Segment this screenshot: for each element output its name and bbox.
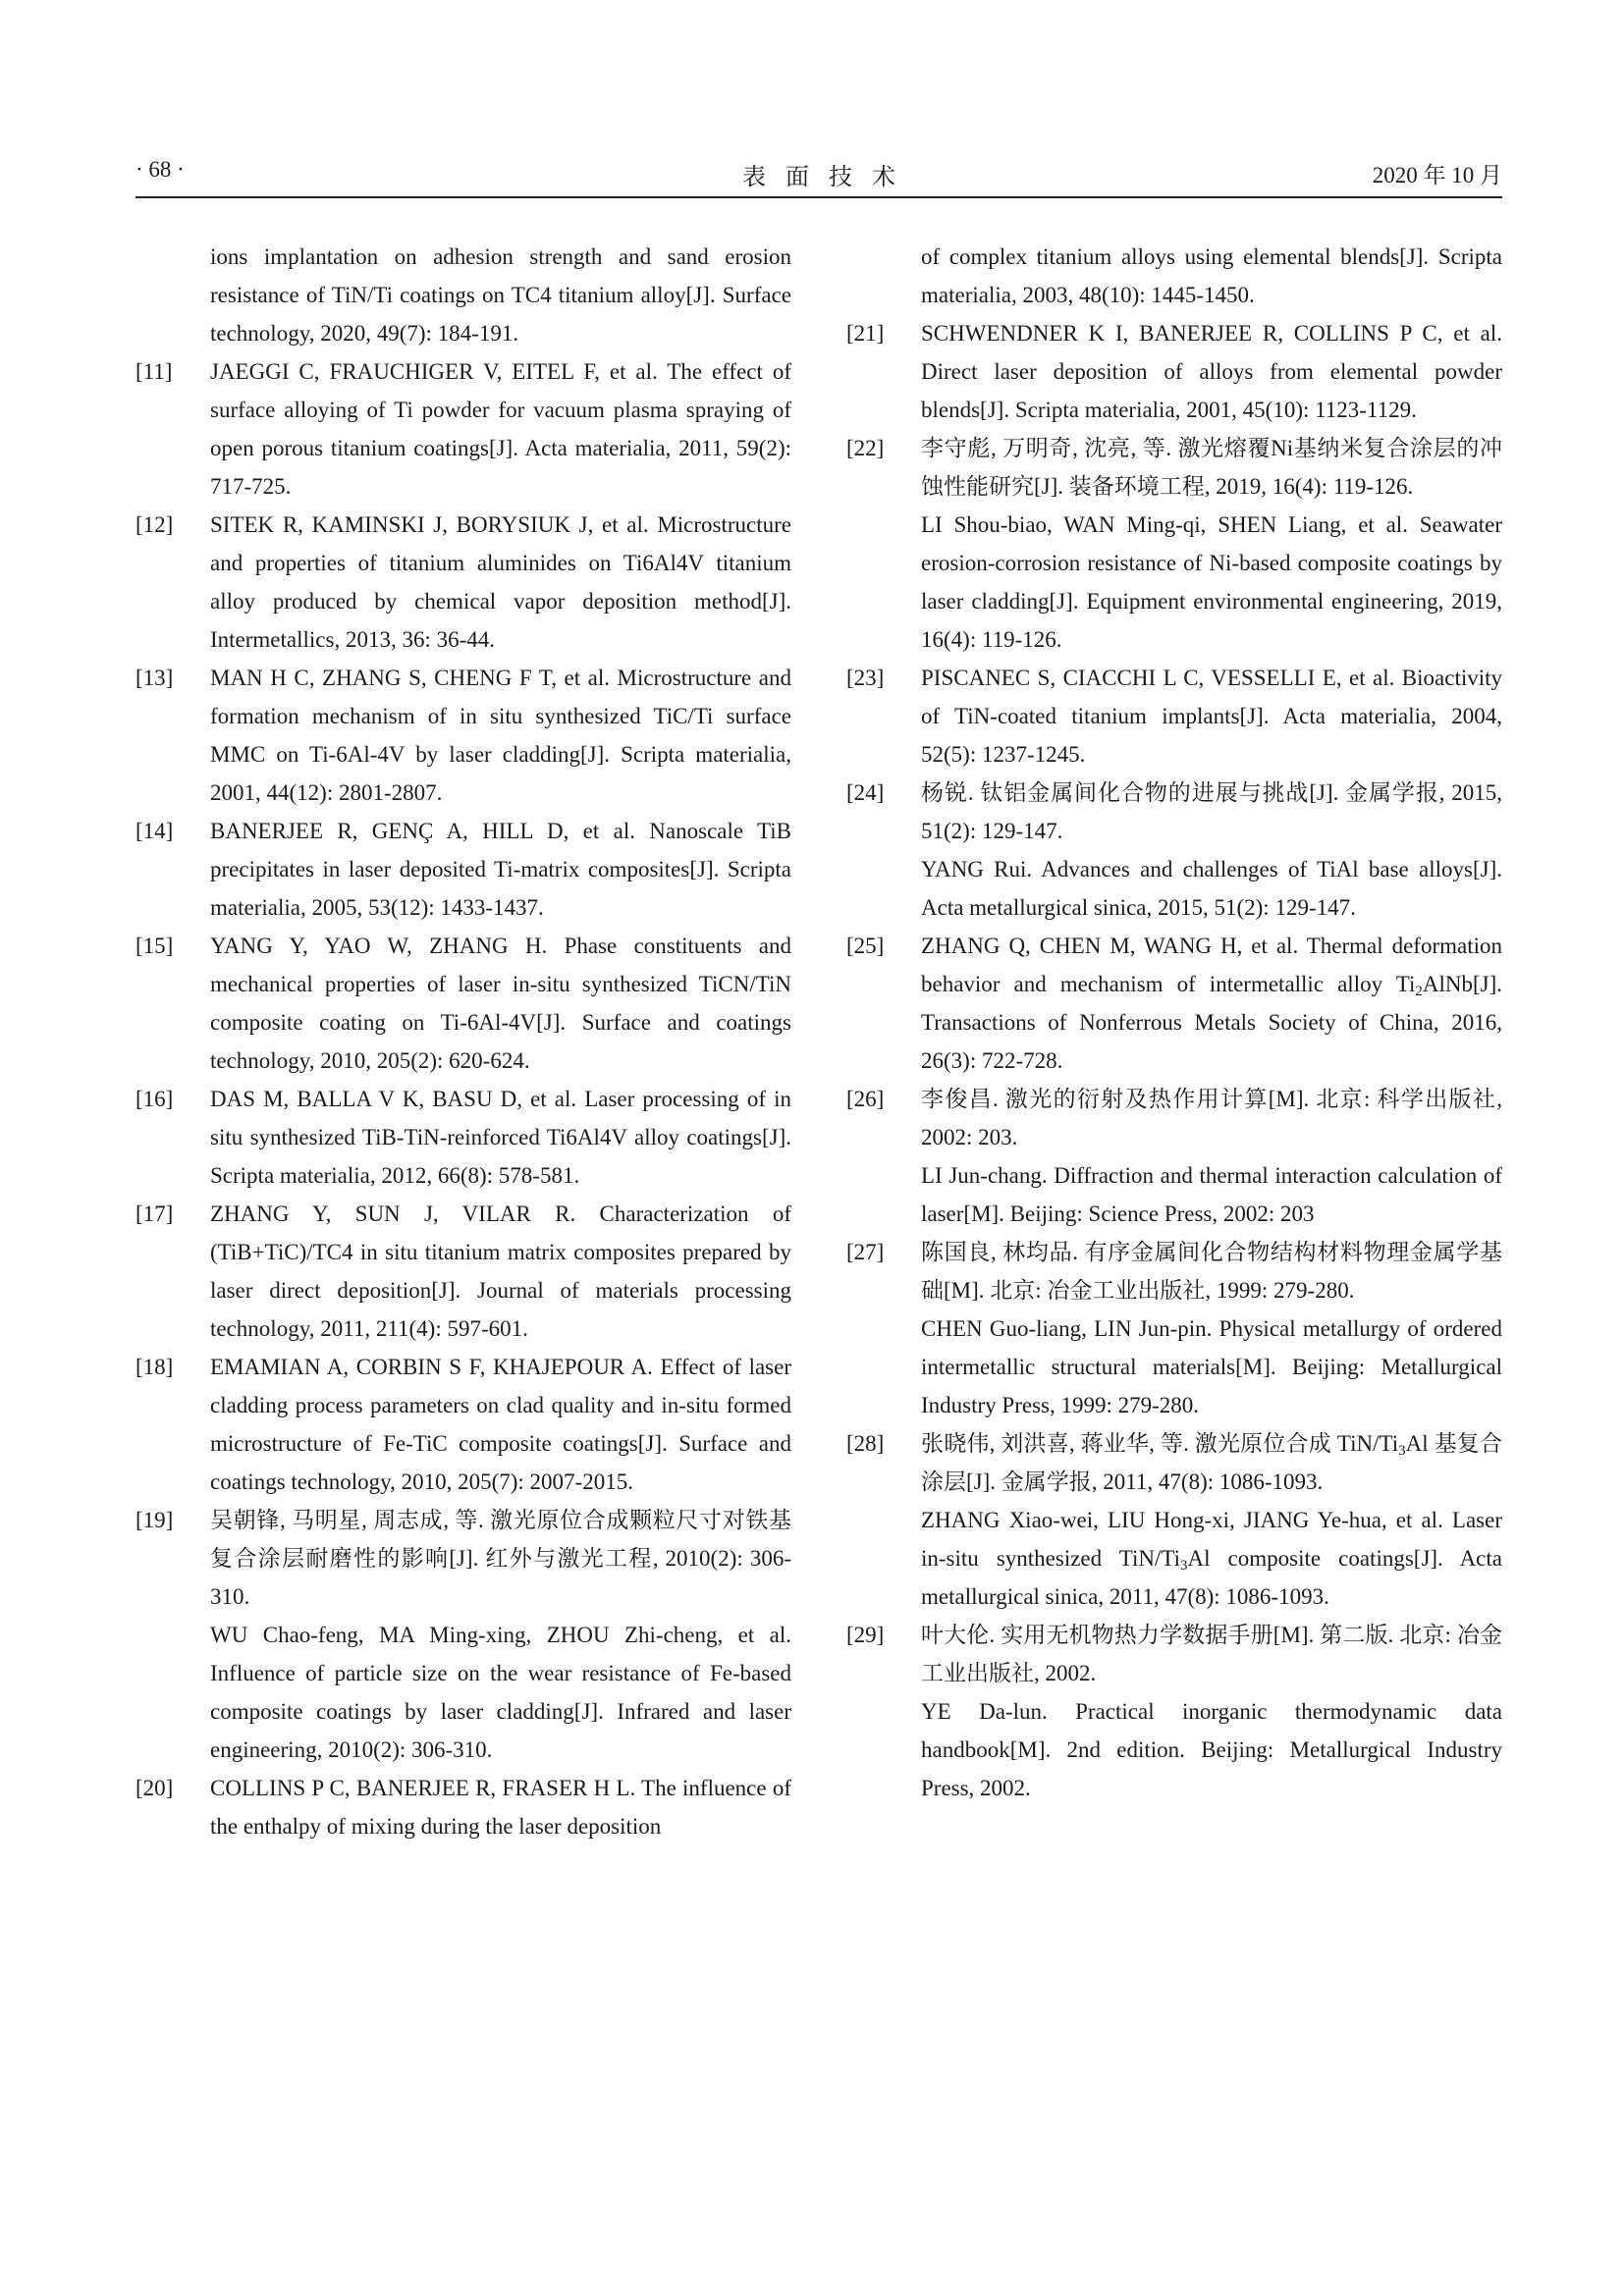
reference-text: BANERJEE R, GENÇ A, HILL D, et al. Nanoscale TiB precipitates in laser deposited Ti-matrix composites[J]. Scripta materialia, 2005, 53(12): 1433-1437. [210,819,791,920]
reference-number: [25] [846,934,885,958]
left-column [135,238,791,1845]
reference-text: 杨锐. 钛铝金属间化合物的进展与挑战[J]. 金属学报, 2015, 51(2): 129-147. [921,780,1502,843]
reference-translation: ZHANG Xiao-wei, LIU Hong-xi, JIANG Ye-hua, et al. Laser in-situ synthesized TiN/$Ti_3Al$ composite coatings[J]. Acta metallurgical sinica, 2011, 47(8): 1086-1093. [921,1508,1502,1609]
issue-date: 2020 年 10 月 [1372,163,1502,187]
reference-item [846,1233,1502,1424]
reference-number: [11] [135,359,173,384]
reference-continuation: of complex titanium alloys using elemental blends[J]. Scripta materialia, 2003, 48(10): 1445-1450. [921,244,1502,307]
reference-item [135,812,791,927]
reference-item [135,1501,791,1769]
reference-text: ZHANG Y, SUN J, VILAR R. Characterization of (TiB+TiC)/TC4 in situ titanium matrix composites prepared by laser direct deposition[J]. Journal of materials processing technology, 2011, 211(4): 597-601. [210,1201,791,1341]
reference-number: [21] [846,321,885,346]
reference-text: SCHWENDNER K I, BANERJEE R, COLLINS P C, et al. Direct laser deposition of alloys from elemental powder blends[J]. Scripta materialia, 2001, 45(10): 1123-1129. [921,321,1502,422]
page-number: · 68 · [135,157,185,182]
reference-item [846,1080,1502,1233]
reference-item [846,429,1502,659]
reference-number: [16] [135,1087,174,1111]
reference-number: [19] [135,1508,174,1532]
reference-item [135,1080,791,1195]
reference-item [135,352,791,506]
reference-number: [20] [135,1776,174,1800]
reference-item [846,927,1502,1080]
reference-item [846,659,1502,774]
reference-text: 李俊昌. 激光的衍射及热作用计算[M]. 北京: 科学出版社, 2002: 203. [921,1087,1502,1149]
reference-text: DAS M, BALLA V K, BASU D, et al. Laser processing of in situ synthesized TiB-TiN-reinforced Ti6Al4V alloy coatings[J]. Scripta materialia, 2012, 66(8): 578-581. [210,1087,791,1188]
reference-text: YANG Y, YAO W, ZHANG H. Phase constituents and mechanical properties of laser in-situ synthesized TiCN/TiN composite coating on Ti-6Al-4V[J]. Surface and coatings technology, 2010, 205(2): 620-624. [210,934,791,1073]
reference-item [846,1616,1502,1807]
reference-number: [18] [135,1355,174,1379]
reference-number: [22] [846,436,885,460]
reference-text: 吴朝锋, 马明星, 周志成, 等. 激光原位合成颗粒尺寸对铁基复合涂层耐磨性的影响[J]. 红外与激光工程, 2010(2): 306-310. [210,1508,791,1609]
reference-number: [26] [846,1087,885,1111]
reference-text: ZHANG Q, CHEN M, WANG H, et al. Thermal deformation behavior and mechanism of intermetallic alloy $Ti_2AlNb[J]$. Transactions of Nonferrous Metals Society of China, 2016, 26(3): 722-728. [921,934,1502,1073]
reference-translation: LI Shou-biao, WAN Ming-qi, SHEN Liang, et al. Seawater erosion-corrosion resistance of Ni-based composite coatings by laser cladding[J]. Equipment environmental engineering, 2019, 16(4): 119-126. [921,512,1502,652]
reference-text: SITEK R, KAMINSKI J, BORYSIUK J, et al. Microstructure and properties of titanium aluminides on Ti6Al4V titanium alloy produced by chemical vapor deposition method[J]. Intermetallics, 2013, 36: 36-44. [210,512,791,652]
reference-item [846,1424,1502,1616]
right-column [846,238,1502,1807]
reference-translation: WU Chao-feng, MA Ming-xing, ZHOU Zhi-cheng, et al. Influence of particle size on the wear resistance of Fe-based composite coatings by laser cladding[J]. Infrared and laser engineering, 2010(2): 306-310. [210,1623,791,1762]
reference-item [135,1769,791,1845]
reference-text: JAEGGI C, FRAUCHIGER V, EITEL F, et al. The effect of surface alloying of Ti powder for vacuum plasma spraying of open porous titanium coatings[J]. Acta materialia, 2011, 59(2): 717-725. [210,359,791,499]
reference-text: PISCANEC S, CIACCHI L C, VESSELLI E, et al. Bioactivity of TiN-coated titanium implants[J]. Acta materialia, 2004, 52(5): 1237-1245. [921,666,1502,767]
reference-translation: YE Da-lun. Practical inorganic thermodynamic data handbook[M]. 2nd edition. Beijing: Metallurgical Industry Press, 2002. [921,1699,1502,1800]
reference-item [135,1195,791,1348]
reference-number: [15] [135,934,174,958]
reference-number: [28] [846,1431,885,1456]
reference-number: [14] [135,819,174,843]
reference-number: [17] [135,1201,174,1226]
reference-text: EMAMIAN A, CORBIN S F, KHAJEPOUR A. Effect of laser cladding process parameters on clad quality and in-situ formed microstructure of Fe-TiC composite coatings[J]. Surface and coatings technology, 2010, 205(7): 2007-2015. [210,1355,791,1494]
reference-text: 张晓伟, 刘洪喜, 蒋业华, 等. 激光原位合成 TiN/$Ti_3Al$ 基复合涂层[J]. 金属学报, 2011, 47(8): 1086-1093. [921,1431,1502,1494]
reference-number: [12] [135,512,174,537]
reference-item [135,1348,791,1501]
reference-item [135,659,791,812]
reference-number: [24] [846,780,885,805]
reference-number: [13] [135,666,174,690]
reference-item [135,506,791,659]
journal-title: 表面技术 [742,165,915,190]
reference-continuation: ions implantation on adhesion strength and sand erosion resistance of TiN/Ti coatings on TC4 titanium alloy[J]. Surface technology, 2020, 49(7): 184-191. [210,244,791,346]
reference-translation: YANG Rui. Advances and challenges of TiAl base alloys[J]. Acta metallurgical sinica, 2015, 51(2): 129-147. [921,857,1502,920]
reference-number: [23] [846,666,885,690]
reference-text: 陈国良, 林均品. 有序金属间化合物结构材料物理金属学基础[M]. 北京: 冶金工业出版社, 1999: 279-280. [921,1240,1502,1303]
reference-number: [27] [846,1240,885,1264]
reference-translation: LI Jun-chang. Diffraction and thermal interaction calculation of laser[M]. Beijing: Science Press, 2002: 203 [921,1163,1502,1226]
reference-text: MAN H C, ZHANG S, CHENG F T, et al. Microstructure and formation mechanism of in situ synthesized TiC/Ti surface MMC on Ti-6Al-4V by laser cladding[J]. Scripta materialia, 2001, 44(12): 2801-2807. [210,666,791,805]
reference-text: 叶大伦. 实用无机物热力学数据手册[M]. 第二版. 北京: 冶金工业出版社, 2002. [921,1623,1502,1685]
page-header [135,157,1502,198]
reference-item [846,314,1502,429]
reference-item [846,774,1502,927]
reference-item [135,927,791,1080]
reference-text: COLLINS P C, BANERJEE R, FRASER H L. The influence of the enthalpy of mixing during the laser deposition [210,1776,791,1839]
reference-number: [29] [846,1623,885,1647]
reference-translation: CHEN Guo-liang, LIN Jun-pin. Physical metallurgy of ordered intermetallic structural materials[M]. Beijing: Metallurgical Industry Press, 1999: 279-280. [921,1316,1502,1417]
reference-text: 李守彪, 万明奇, 沈亮, 等. 激光熔覆Ni基纳米复合涂层的冲蚀性能研究[J]. 装备环境工程, 2019, 16(4): 119-126. [921,436,1502,499]
